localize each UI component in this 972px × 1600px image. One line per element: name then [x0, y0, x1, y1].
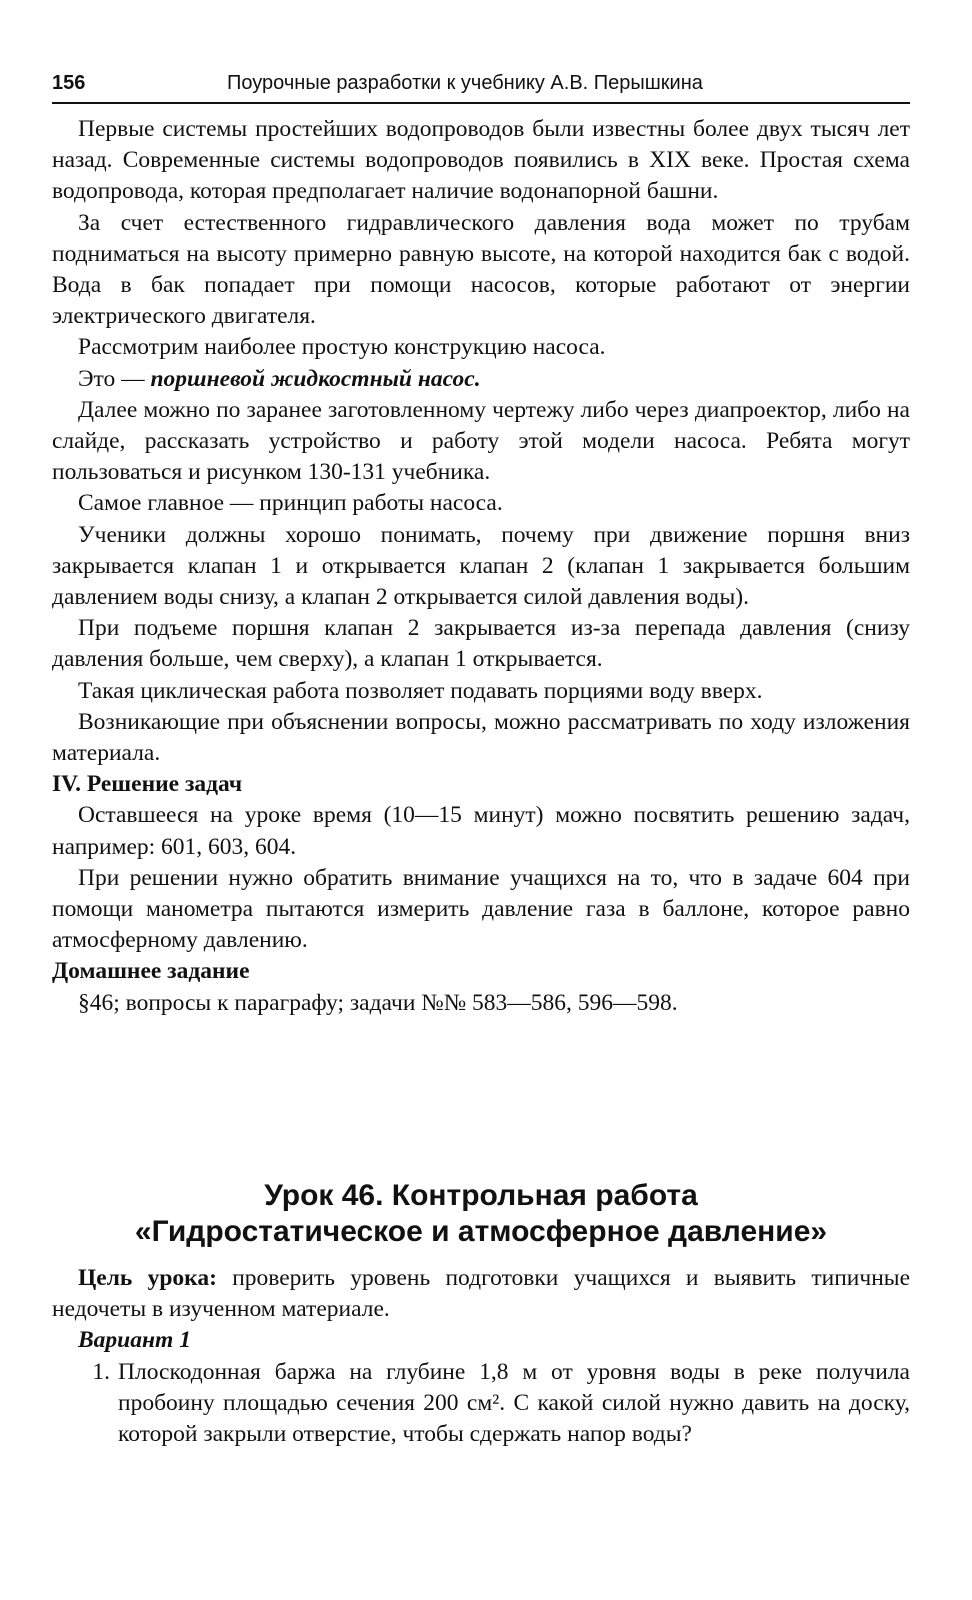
- paragraph: При подъеме поршня клапан 2 закрывается из-за перепада давления (снизу давления больше, чем сверху), а клапан 1 открывается.: [52, 615, 910, 673]
- paragraph: Первые системы простейших водопроводов были известны более двух тысяч лет назад. Современные системы водопроводов появились в XIX веке. Простая схема водопровода, которая предполагает наличие водонапорной башни.: [52, 116, 910, 205]
- variant-heading: Вариант 1: [78, 1327, 191, 1354]
- lesson-title-line1: Урок 46. Контрольная работа: [264, 1179, 698, 1212]
- paragraph: При решении нужно обратить внимание учащихся на то, что в задаче 604 при помощи манометра пытаются измерить давление газа в баллоне, которое равно атмосферному давлению.: [52, 864, 910, 954]
- paragraph: Самое главное — принцип работы насоса.: [78, 490, 503, 517]
- lesson-title: [52, 1178, 910, 1250]
- lesson-content: [52, 1263, 910, 1450]
- running-title: Поурочные разработки к учебнику А.В. Перышкина: [227, 72, 703, 94]
- paragraph: Возникающие при объяснении вопросы, можно рассматривать по ходу изложения материала.: [52, 708, 910, 767]
- running-header: [52, 72, 910, 102]
- paragraph: Оставшееся на уроке время (10—15 минут) можно посвятить решению задач, например: 601, 603, 604.: [52, 802, 910, 860]
- lesson-goal: [52, 1263, 910, 1325]
- paragraph: Такая циклическая работа позволяет подавать порциями воду вверх.: [78, 677, 763, 704]
- goal-text: проверить уровень подготовки учащихся и выявить типичные недочеты в изученном материале.: [52, 1265, 910, 1323]
- paragraph: Рассмотрим наиболее простую конструкцию насоса.: [78, 334, 606, 361]
- task-item: [52, 1357, 910, 1451]
- main-text: [52, 114, 910, 1019]
- paragraph: Ученики должны хорошо понимать, почему при движение поршня вниз закрывается клапан 1 и открывается клапан 2 (клапан 1 закрывается большим давлением воды снизу, а клапан 2 открывается силой давления воды).: [52, 521, 910, 611]
- section-heading-iv: IV. Решение задач: [52, 771, 243, 798]
- paragraph: Далее можно по заранее заготовленному чертежу либо через диапроектор, либо на слайде, рассказать устройство и работу этой модели насоса. Ребята могут пользоваться и рисунком 130-131 учебника.: [52, 396, 910, 486]
- task-number: 1.: [92, 1358, 110, 1385]
- lesson-title-line2: «Гидростатическое и атмосферное давление»: [134, 1215, 828, 1248]
- homework-text: §46; вопросы к параграфу; задачи №№ 583—586, 596—598.: [78, 989, 678, 1016]
- task-text: Плоскодонная баржа на глубине 1,8 м от уровня воды в реке получила пробоину площадью сечения 200 см². С какой силой нужно давить на доску, которой закрыли отверстие, чтобы сдержать напор воды?: [118, 1358, 910, 1448]
- page-number: 156: [52, 72, 86, 94]
- homework-heading: Домашнее задание: [52, 958, 250, 985]
- paragraph-pump-type: [52, 364, 910, 395]
- term-piston-pump: поршневой жидкостный насос.: [150, 365, 481, 392]
- paragraph: За счет естественного гидравлического давления вода может по трубам подниматься на высоту примерно равную высоте, на которой находится бак с водой. Вода в бак попадает при помощи насосов, которые работают от энергии электрического двигателя.: [52, 209, 910, 330]
- paragraph-lead: Это —: [78, 365, 151, 392]
- goal-label: Цель урока:: [78, 1265, 217, 1291]
- header-rule: [52, 102, 910, 104]
